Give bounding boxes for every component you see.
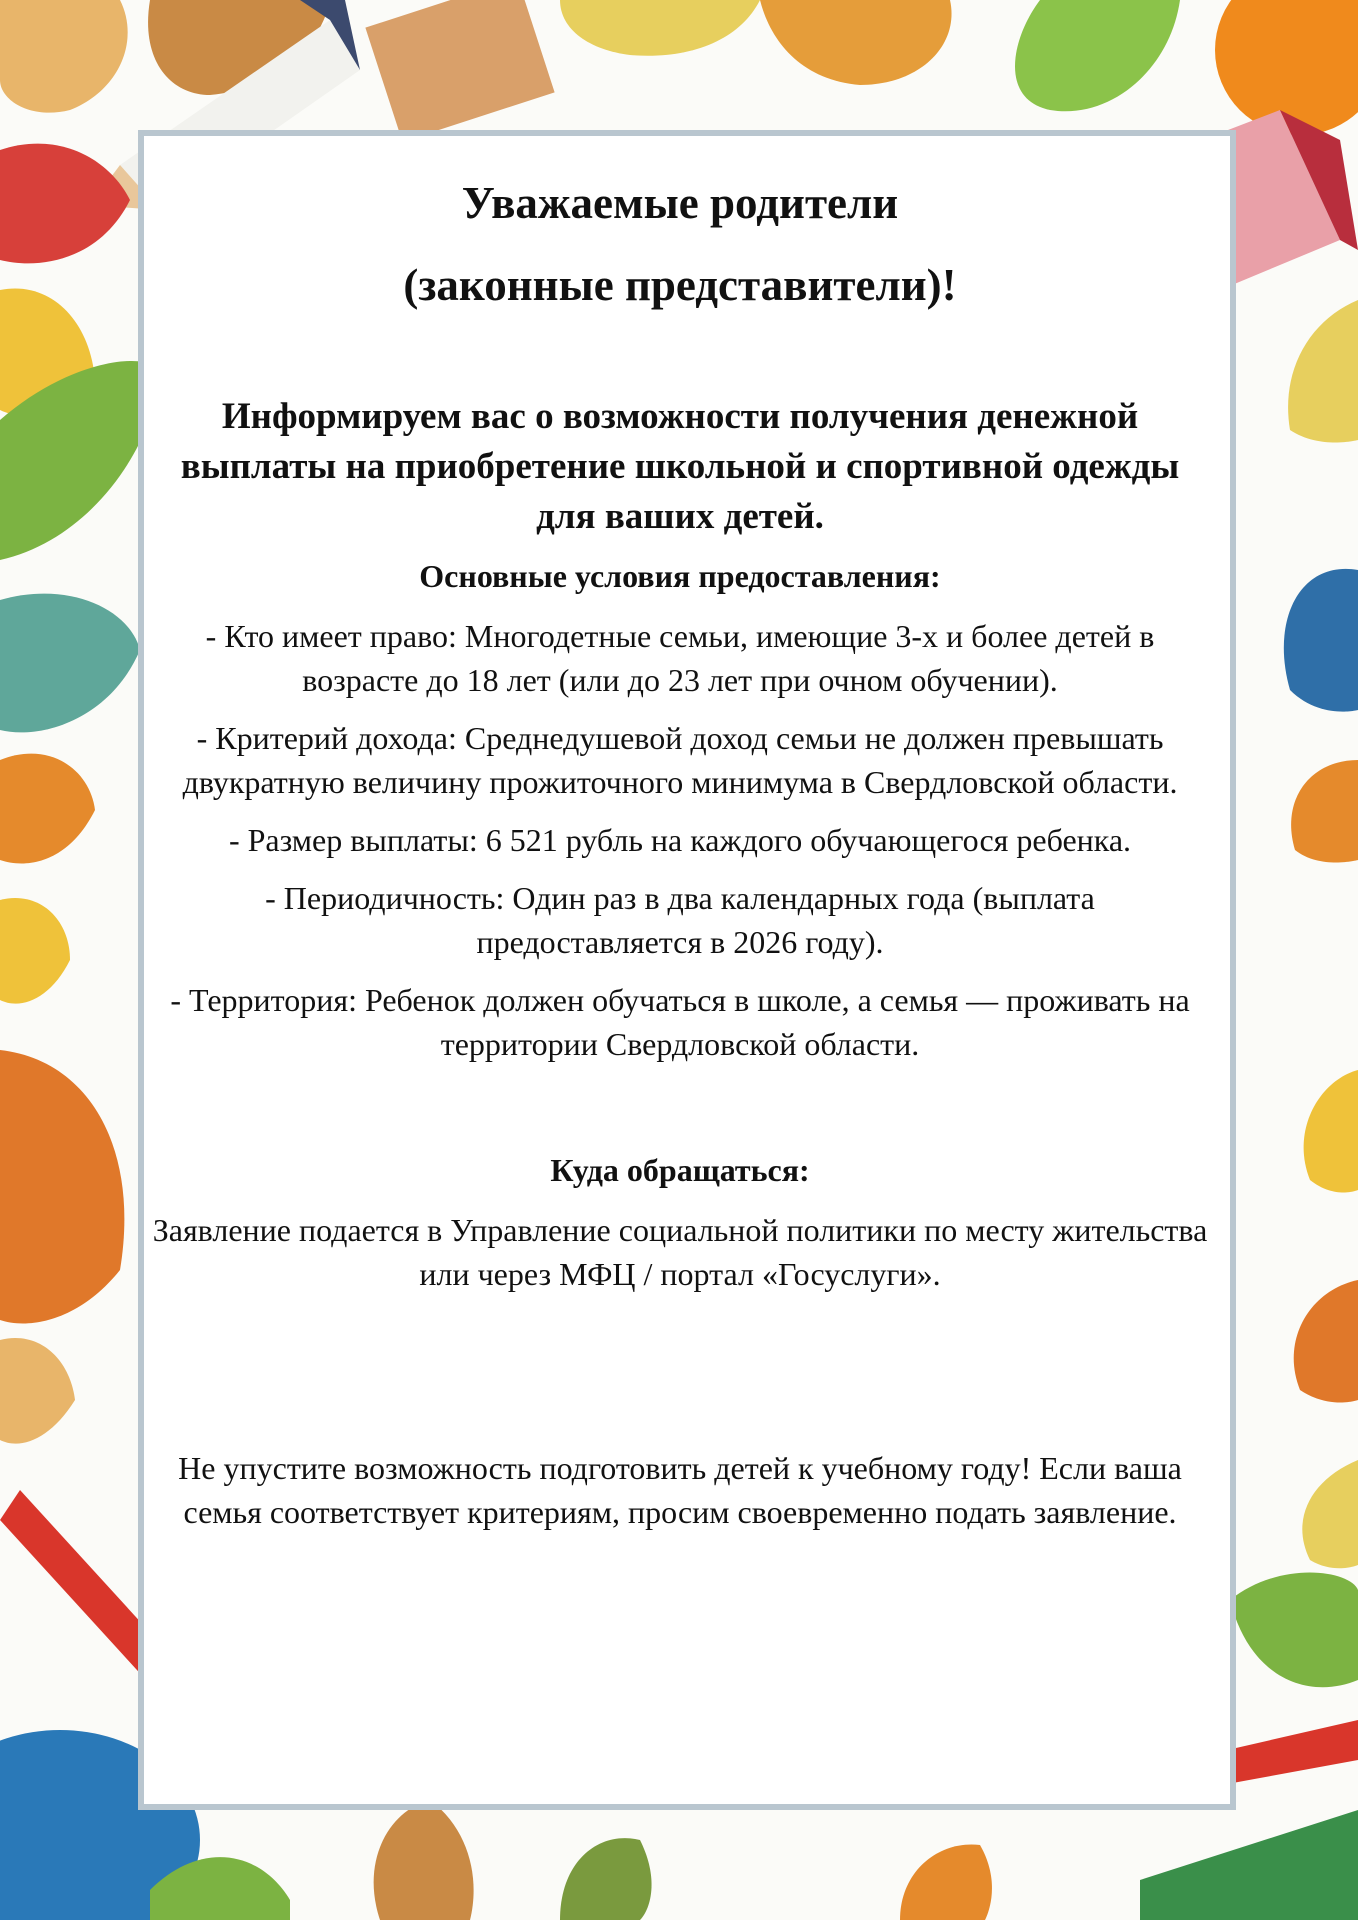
green-marker-icon <box>1140 1810 1358 1920</box>
condition-periodicity: - Периодичность: Один раз в два календарных года (выплата предоставляется в 2026 году). <box>265 880 1095 960</box>
closing-paragraph: Не упустите возможность подготовить детей к учебному году! Если ваша семья соответствует критериям, просим своевременно подать заявление. <box>178 1450 1182 1530</box>
conditions-heading: Основные условия предоставления: <box>419 558 941 594</box>
greeting-title-line-2: (законные представители)! <box>403 260 957 310</box>
condition-territory: - Территория: Ребенок должен обучаться в школе, а семья — проживать на территории Свердловской области. <box>170 982 1190 1062</box>
greeting-title-line-1: Уважаемые родители <box>461 178 899 228</box>
notice-content <box>150 150 1210 1534</box>
lead-paragraph: Информируем вас о возможности получения денежной выплаты на приобретение школьной и спортивной одежды для ваших детей. <box>180 396 1180 537</box>
where-to-apply-text: Заявление подается в Управление социальной политики по месту жительства или через МФЦ / портал «Госуслуги». <box>152 1212 1208 1292</box>
condition-payment-amount: - Размер выплаты: 6 521 рубль на каждого обучающегося ребенка. <box>228 822 1132 858</box>
where-to-apply-heading: Куда обращаться: <box>550 1152 810 1188</box>
condition-income: - Критерий дохода: Среднедушевой доход семьи не должен превышать двукратную величину прожиточного минимума в Свердловской области. <box>182 720 1178 800</box>
condition-eligibility: - Кто имеет право: Многодетные семьи, имеющие 3-х и более детей в возрасте до 18 лет (или до 23 лет при очном обучении). <box>205 618 1155 698</box>
